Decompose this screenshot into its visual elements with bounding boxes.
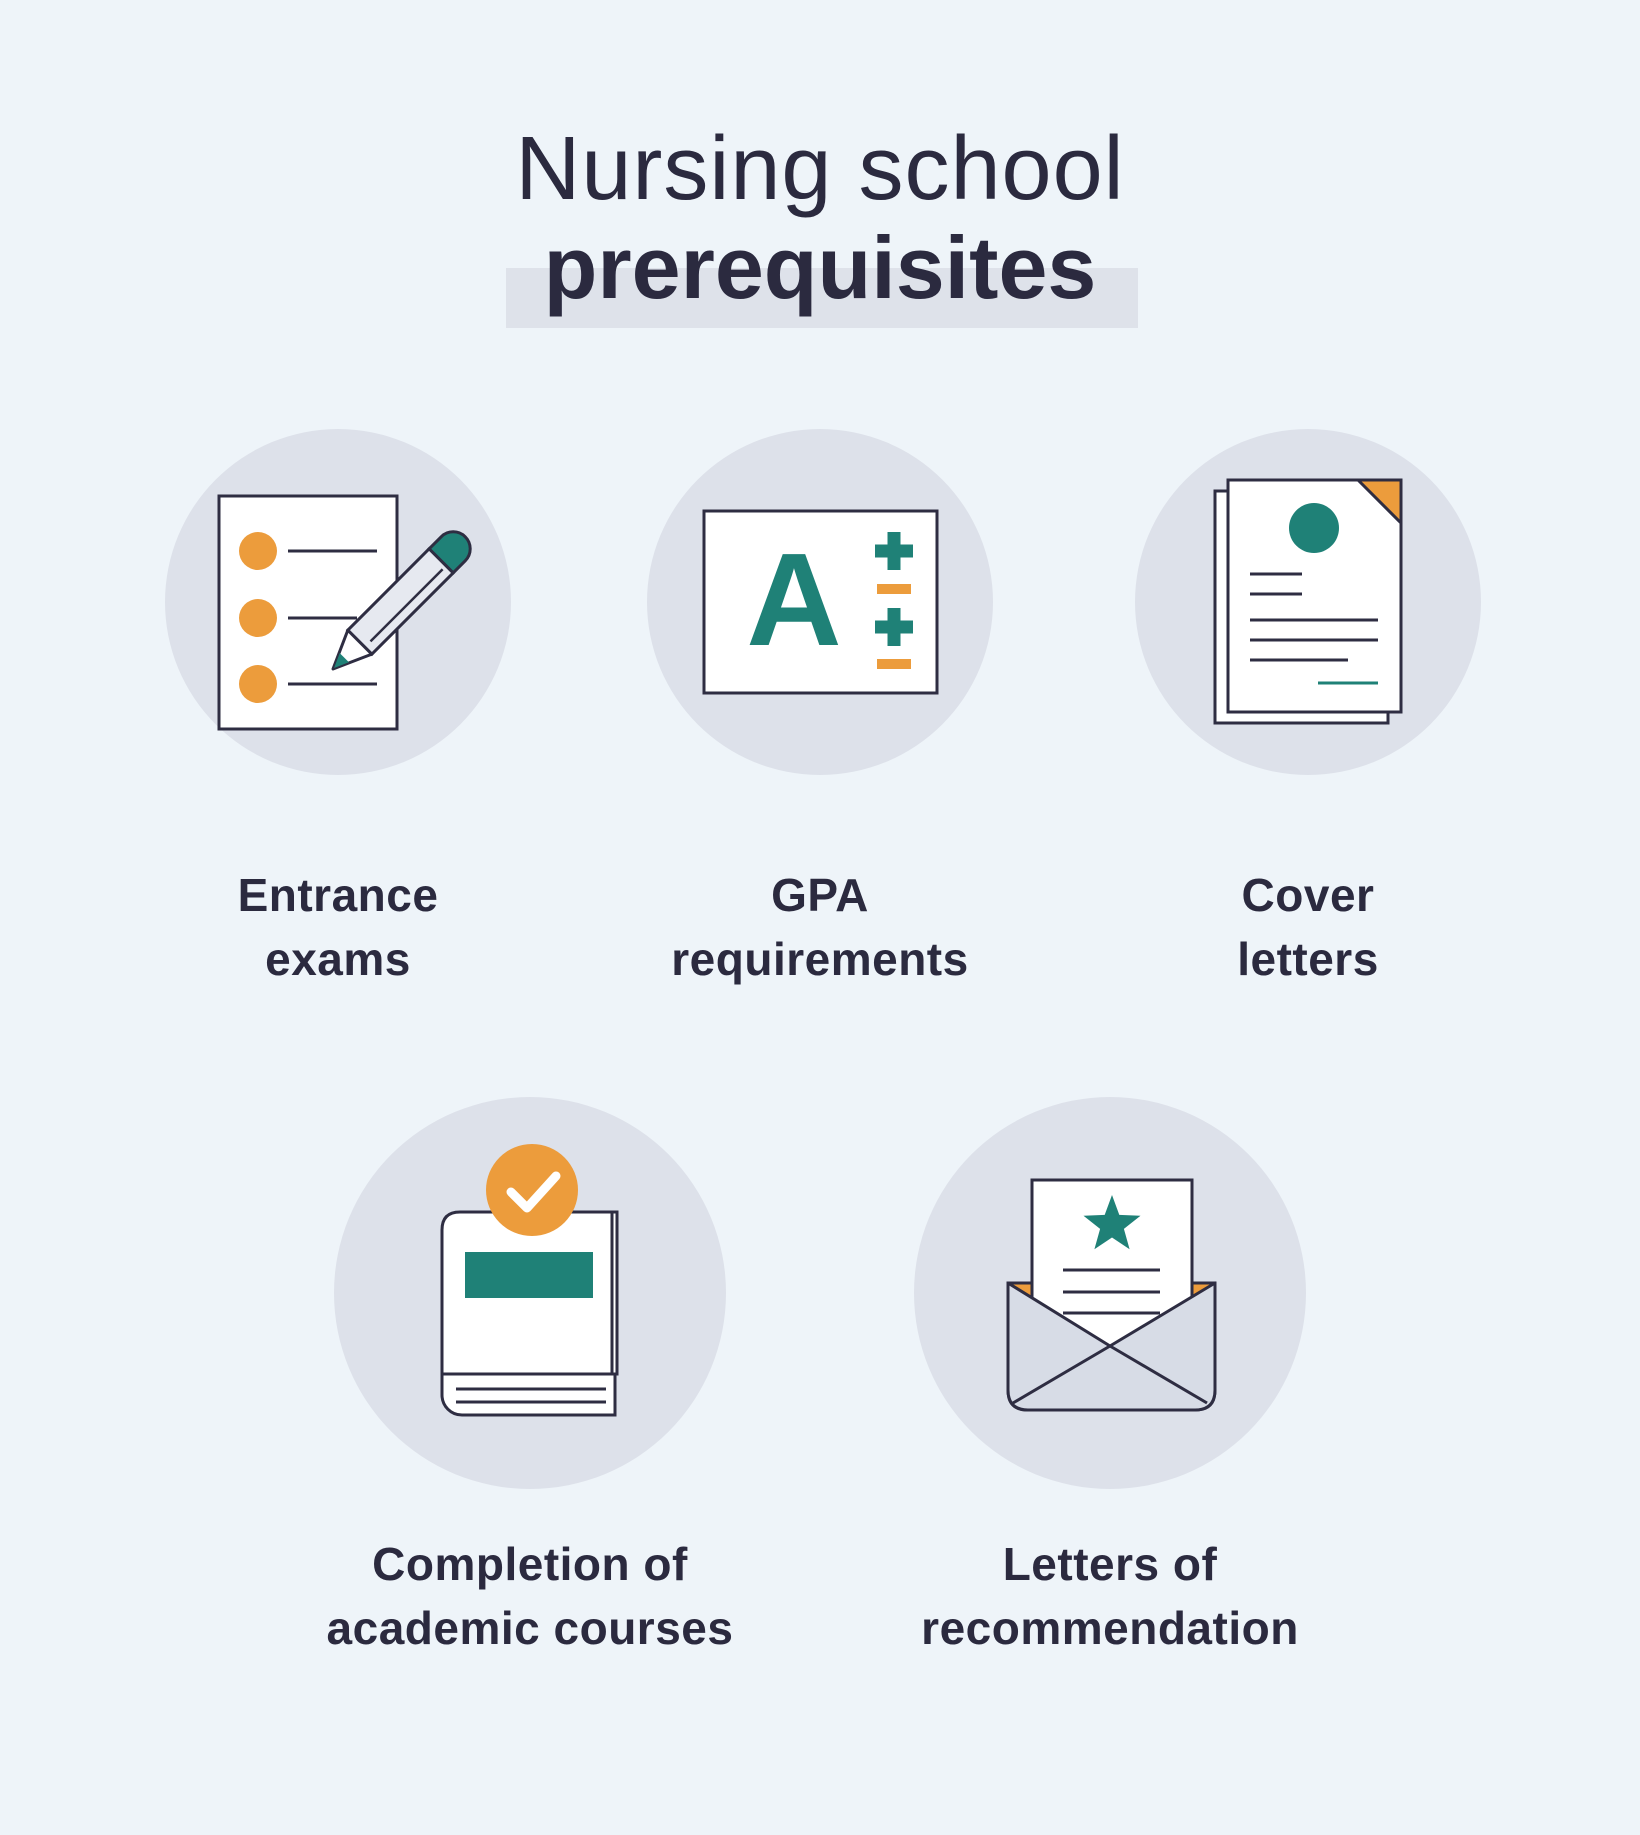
label-line: letters [1237, 933, 1379, 985]
label-line: GPA [771, 869, 869, 921]
grade-letter-a: A [746, 526, 842, 673]
label-line: exams [265, 933, 411, 985]
label-letters-recommendation [850, 1532, 1370, 1660]
label-completion-courses [270, 1532, 790, 1660]
checklist-bullet-1 [239, 532, 277, 570]
label-line: Cover [1241, 869, 1375, 921]
book-pages [442, 1374, 615, 1415]
label-line: recommendation [921, 1602, 1299, 1654]
page-title-line2-wrap [543, 218, 1097, 317]
checklist-bullet-3 [239, 665, 277, 703]
book-check-icon [334, 1097, 726, 1489]
page-title-line1: Nursing school [515, 119, 1125, 219]
label-line: Letters of [1002, 1538, 1218, 1590]
label-line: academic courses [326, 1602, 734, 1654]
envelope-letter-icon [914, 1097, 1306, 1489]
label-gpa-requirements [560, 863, 1080, 991]
checklist-pencil-icon [165, 429, 511, 775]
item-cover-letters-circle [1135, 429, 1481, 775]
label-entrance-exams [78, 863, 598, 991]
item-entrance-exams-circle [165, 429, 511, 775]
checklist-bullet-2 [239, 599, 277, 637]
item-completion-courses-circle [334, 1097, 726, 1489]
label-cover-letters [1048, 863, 1568, 991]
label-line: Completion of [372, 1538, 688, 1590]
minus-icon [877, 584, 911, 594]
item-gpa-requirements-circle [647, 429, 993, 775]
grade-a-plus-minus-icon [647, 429, 993, 775]
letterhead-dot [1289, 503, 1339, 553]
document-stack-icon [1135, 429, 1481, 775]
label-line: requirements [671, 933, 969, 985]
item-letters-recommendation-circle [914, 1097, 1306, 1489]
page-title-line2-row [0, 218, 1640, 317]
book-title-bar [465, 1252, 593, 1298]
page-title-line2: prerequisites [543, 218, 1097, 317]
check-badge [486, 1144, 578, 1236]
label-line: Entrance [237, 869, 439, 921]
minus-icon-2 [877, 659, 911, 669]
